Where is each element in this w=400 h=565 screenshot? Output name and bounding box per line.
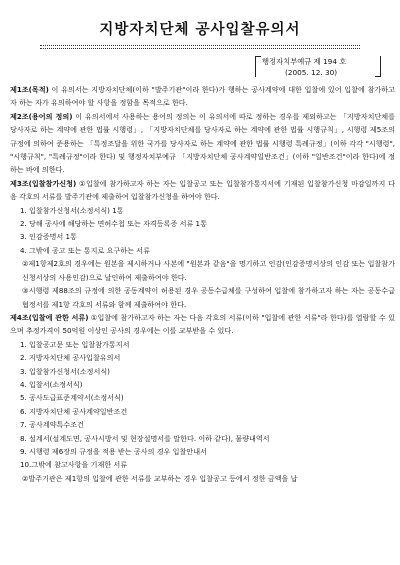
list-item: 2. 당해 공사에 해당하는 면허수첩 또는 자격등록증 서류 1통: [20, 219, 207, 229]
list-item: 3. 입찰참가신청서(소정서식): [20, 366, 110, 376]
article-1-text: 이 유의서는 지방자치단체(이하 "발주기관"이라 한다)가 행하는 공사계약에 대한 입찰에 있어 입찰에 참가하고자 하는 자가 유의하여야 할 사항을 정함을 목적으로 한다.: [10, 85, 395, 108]
article-2: [10, 110, 395, 177]
list-item: 1. 입찰공고문 또는 입찰참가통지서: [20, 339, 130, 349]
list-item: 6. 지방자치단체 공사계약일반조건: [20, 406, 128, 416]
article-3-text: ①입찰에 참가하고자 하는 자는 입찰공고 또는 입찰참가통지서에 기재된 입찰참가신청 마감일까지 다음 각호의 서류를 발주기관에 제출하여 입찰참가신청을 하여야 한다.: [10, 178, 395, 202]
list-item: 4. 입찰서(소정서식): [20, 379, 83, 389]
article-3-paragraph-2: ②제1항제2호의 경우에는 원본을 제시하거나 사본에 "원본과 같음"을 명기하고 인감(인감증명서상의 인감 또는 입찰참가신청서상의 사용인감)으로 날인하여 제출하여야 한다.: [22, 259, 395, 282]
article-3-paragraph-3: ③시행령 제88조의 규정에 의한 공동계약이 허용된 경우 공동수급체를 구성하여 입찰에 참가하고자 하는 자는 공동수급협정서를 제1항 각호의 서류와 함께 제출하여야 한다.: [22, 286, 395, 309]
list-item: 10.그밖에 참고사항을 기재한 서류: [20, 460, 128, 470]
document-title: 지방자치단체 공사입찰유의서: [99, 22, 301, 38]
list-item: 1. 입찰참가신청서(소정서식) 1통: [20, 205, 124, 215]
title-divider-double: [40, 48, 360, 49]
list-item: 5. 공사도급표준계약서(소정서식): [20, 393, 124, 403]
title-divider: [40, 45, 360, 46]
article-4-paragraph-2: ②발주기관은 제1항의 입찰에 관한 서류를 교부하는 경우 입찰공고 등에서 정한 금액을 납: [22, 473, 298, 483]
list-item: 7. 공사계약특수조건: [20, 420, 84, 430]
article-2-text: 이 유의서에서 사용하는 용어의 정의는 이 유의서에 따로 정하는 경우를 제외하고는 「지방자치단체를 당사자로 하는 계약에 관한 법률 시행령」, 「지방자치단체를 당사자로 하는 계약에 관한 법률 시행규칙」, 시행령 제5조의 규정에 의하여 준용하는 「특정조달을 위한 국가를 당사자로 하는 계약에 관한 법률 시행령 특례규정」(이하 각각 "시행령", "시행규칙", "특례규정"이라 한다) 및 행정자치부예규 「지방자치단체 공사계약일반조건」(이하 "일반조건"이라 한다)에 정하는 바에 의한다.: [10, 111, 395, 175]
bracket-right: [375, 56, 381, 77]
article-2-heading: 제2조(용어의 정의): [10, 111, 73, 121]
article-4: [10, 311, 395, 338]
list-item: 2. 지방자치단체 공사입찰유의서: [20, 353, 121, 363]
list-item: 4. 그밖에 공고 또는 통지로 요구하는 서류: [20, 245, 150, 255]
article-3: [10, 177, 395, 204]
list-item: 8. 설계서(설계도면, 공사시방서 및 현장설명서를 말한다. 이하 같다), 물량내역서: [20, 433, 270, 443]
article-1: [10, 83, 395, 110]
regulation-date: (2005. 12. 30): [285, 68, 338, 77]
article-4-text: ①입찰에 참가하고자 하는 자는 다음 각호의 서류(이하 "입찰에 관한 서류"라 한다)를 열람할 수 있으며 추정가격이 50억원 이상인 공사의 경우에는 이를 교부받을 수 있다.: [10, 312, 395, 336]
document-body: [10, 83, 395, 485]
article-4-heading: 제4조(입찰에 관한 서류): [10, 312, 89, 322]
regulation-number: 행정자치부예규 제 194 호: [262, 57, 347, 66]
list-item: 3. 인감증명서 1통: [20, 232, 77, 242]
bracket-left: [255, 56, 261, 77]
list-item: 9. 시행령 제6장의 규정을 적용 받는 공사의 경우 입찰안내서: [20, 446, 207, 456]
article-1-heading: 제1조(목적): [10, 85, 49, 94]
article-3-heading: 제3조(입찰참가신청): [10, 178, 77, 188]
